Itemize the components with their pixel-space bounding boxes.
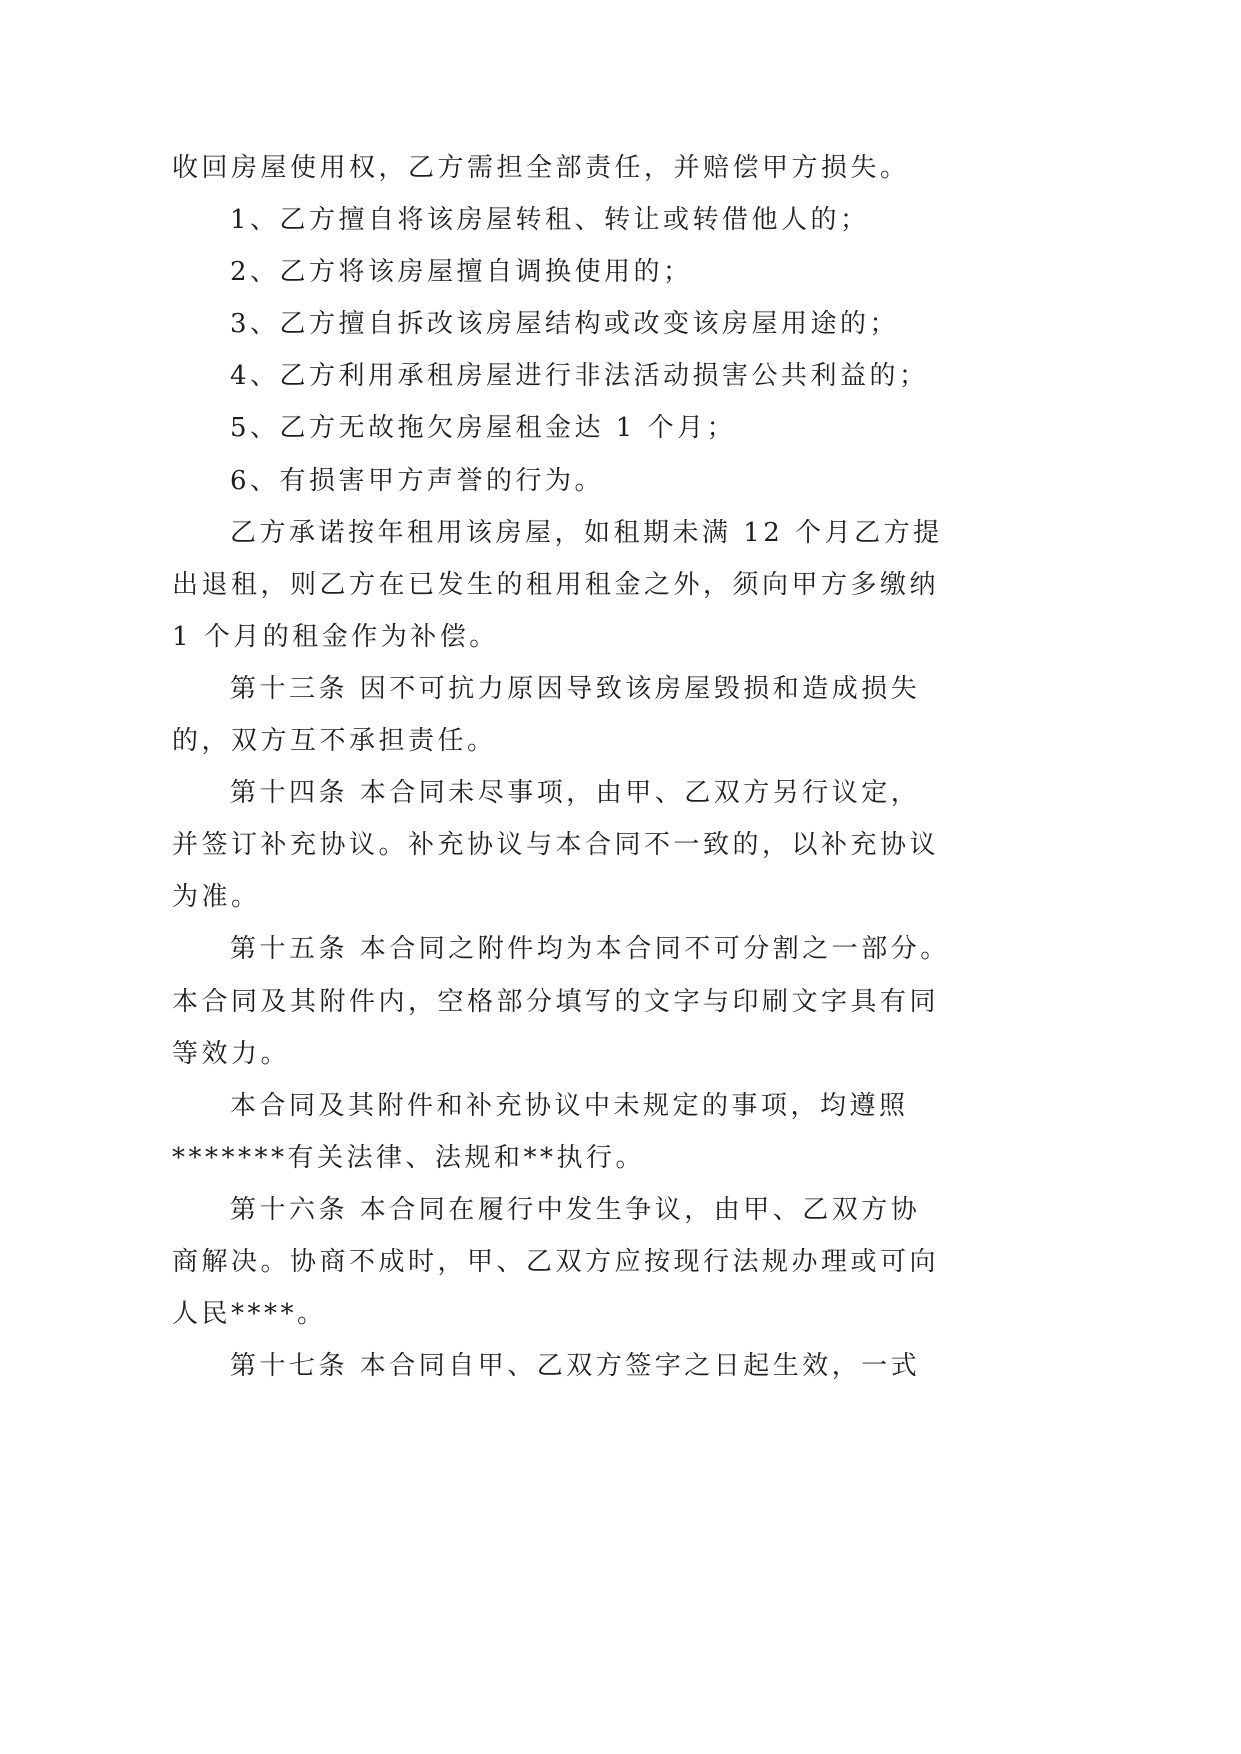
text-line: 并签订补充协议。补充协议与本合同不一致的，以补充协议 — [172, 830, 940, 861]
document-body — [172, 142, 1172, 1392]
list-item: 3、乙方擅自拆改该房屋结构或改变该房屋用途的； — [230, 309, 900, 340]
text-line: 为准。 — [172, 882, 261, 913]
text-line: *******有关法律、法规和**执行。 — [172, 1142, 646, 1173]
text-line: 收回房屋使用权，乙方需担全部责任，并赔偿甲方损失。 — [172, 153, 910, 183]
text-line: 本合同及其附件内，空格部分填写的文字与印刷文字具有同 — [172, 986, 940, 1017]
list-item: 2、乙方将该房屋擅自调换使用的； — [230, 257, 693, 288]
text-line: 出退租，则乙方在已发生的租用租金之外，须向甲方多缴纳 — [172, 569, 940, 600]
text-line: 本合同及其附件和补充协议中未规定的事项，均遵照 — [230, 1090, 909, 1121]
article-15-line: 第十五条 本合同之附件均为本合同不可分割之一部分。 — [230, 934, 950, 965]
text-line: 的，双方互不承担责任。 — [172, 726, 497, 757]
article-13-line: 第十三条 因不可抗力原因导致该房屋毁损和造成损失 — [230, 673, 921, 704]
text-line: 商解决。协商不成时，甲、乙双方应按现行法规办理或可向 — [172, 1246, 940, 1277]
text-line: 乙方承诺按年租用该房屋，如租期未满 12 个月乙方提 — [230, 517, 943, 548]
list-item: 1、乙方擅自将该房屋转租、转让或转借他人的； — [230, 205, 870, 236]
list-item: 6、有损害甲方声誉的行为。 — [230, 465, 605, 496]
text-line: 人民****。 — [172, 1299, 327, 1330]
article-14-line: 第十四条 本合同未尽事项，由甲、乙双方另行议定， — [230, 778, 921, 809]
article-17-line: 第十七条 本合同自甲、乙双方签字之日起生效，一式 — [230, 1351, 921, 1382]
text-line: 等效力。 — [172, 1038, 291, 1069]
list-item: 4、乙方利用承租房屋进行非法活动损害公共利益的； — [230, 361, 929, 392]
list-item: 5、乙方无故拖欠房屋租金达 1 个月； — [230, 413, 737, 444]
article-16-line: 第十六条 本合同在履行中发生争议，由甲、乙双方协 — [230, 1194, 921, 1225]
text-line: 1 个月的租金作为补偿。 — [172, 621, 499, 652]
